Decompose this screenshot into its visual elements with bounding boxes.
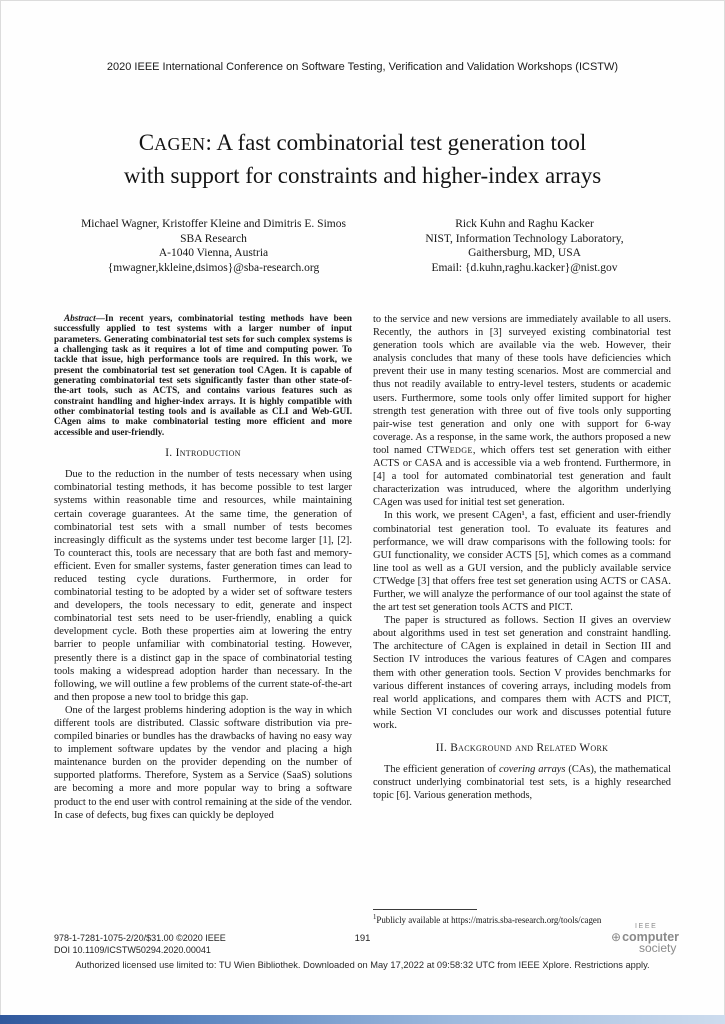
doi-line: DOI 10.1109/ICSTW50294.2020.00041 [54,944,211,955]
section-heading-background: II. Background and Related Work [435,742,609,754]
logo-computer-text: ⊕ computer [611,930,680,944]
author-affiliation-left: SBA Research [180,232,247,245]
ieee-computer-society-logo [611,923,689,954]
author-address-left: A-1040 Vienna, Austria [158,247,269,260]
section-heading-introduction: I. Introduction [165,447,241,460]
author-names-right: Rick Kuhn and Raghu Kacker [455,218,594,230]
page-title [35,127,690,191]
abstract-lead: Abstract [64,313,96,323]
page-number: 191 [354,933,371,944]
intro-paragraph-4: In this work, we present CAgen¹, a fast, efficient and user-friendly combinatorial test generation tool. To evaluate its features and performance, we will draw comparisons with the following tools: for GUI functionality, we consider ACTS [5], which comes as a command line tool as well as a GUI version, and the publicly available service CTWedge [3] that offers free test set generation using ACTS or CASA. Further, we will analyze the performance of our tool against the state of the art test set generation tools ACTS and PICT. [373,510,671,614]
right-column [373,313,671,929]
two-column-body [54,313,671,929]
title-line1: CAGEN: A fast combinatorial test generation tool [138,130,587,155]
bottom-blue-bar [0,1015,725,1024]
ctwedge-smallcaps: EDGE [449,445,473,455]
background-paragraph-1: The efficient generation of covering arrays (CAs), the mathematical construct underlying combinatorial test sets, is a highly researched topic [6]. Various generation methods, [373,764,672,802]
logo-society-text: society [639,941,677,955]
title-smallcaps: AGEN [154,134,206,154]
covering-arrays-italic: covering arrays [498,764,566,776]
intro-paragraph-3: to the service and new versions are immediately available to all users. Recently, the authors in [3] surveyed existing combinatorial test generation tools which are available via the web. However, their analysis concludes that many of these tools have deficiencies which prevent their use in many testing scenarios. Most are commercial and thus not readily available to entry-level testers, students or academic users. Furthermore, some tools only offer limited support for higher strength test generation with three out of five tools only supporting pair-wise test generation and only one with support for 6-way coverage. As a response, in the same work, the authors proposed a new tool named CTWEDGE, which offers test set generation with either ACTS or CASA and is accessible via a web frontend. Furthermore, in [4] a tool for automated combinatorial test generation and fault characterization was intruduced, where the algorithm underlying CAgen was used for initial test set generation. [373,314,671,509]
footnote-rule [373,909,477,910]
author-address-right: Gaithersburg, MD, USA [468,247,581,260]
intro-paragraph-1: Due to the reduction in the number of tests necessary when using combinatorial testing methods, it has become possible to test larger systems within reasonable time and resources, while maintaining certain coverage guarantees. At the same time, the generation of combinatorial test sets with a small number of tests becomes increasingly difficult as the systems under test become larger [1], [2]. To counteract this, tools are necessary that are both fast and memory-efficient. Even for smaller systems, faster generation times can lead to reduced testing cycle durations. Furthermore, in order for combinatorial testing to be adopted by a wider set of software testers and developers, the tools necessary to edit, generate and inspect combinatorial test sets need to be user-friendly, enabling a quick development cycle. Both these properties aim at lowering the entry barrier to people unfamiliar with combinatorial testing. However, presently there is a distinct gap in the space of combinatorial testing tools making a widespread adoption harder than necessary. In the following, we will outline a few problems of the current state-of-the-art and then propose a new tool to bridge this gap. [54,469,352,703]
footnote-text: Publicly available at https://matris.sba-research.org/tools/cagen [376,914,602,925]
xplore-license-stamp: Authorized licensed use limited to: TU Wien Bibliothek. Downloaded on May 17,2022 at 09:58:32 UTC from IEEE Xplore. Restrictions apply. [75,960,650,970]
author-email-right: Email: {d.kuhn,raghu.kacker}@nist.gov [431,261,618,274]
abstract: Abstract—In recent years, combinatorial testing methods have been successfully applied to test systems with a larger number of input parameters. Generating combinatorial test sets for such complex systems is a challenging task as it requires a lot of time and computing power. To tackle that issue, high performance tools are required. In this work, we present the combinatorial test set generation tool CAgen. It is capable of generating combinatorial test sets significantly faster than other state-of-the-art tools, such as ACTS, and contains various features such as constraint handling and higher-index arrays. It is highly compatible with other combinatorial testing tools and is available as CLI and Web-GUI. CAgen aims to make combinatorial testing more efficient and more accessible and user-friendly. [54,313,352,437]
intro-paragraph-5: The paper is structured as follows. Section II gives an overview about algorithms used in test set generation and constraint handling. The architecture of CAgen is explained in detail in Section III and Section IV introduces the various features of CAgen and compares them with other generation tools. Section V provides benchmarks for various different instances of covering arrays, including models from real world applications, and compares them with ACTS and PICT, while Section VI concludes our work and discusses potential future work. [373,615,671,731]
footnote-marker: 1 [373,913,377,921]
left-column [54,313,352,929]
author-affiliation-right: NIST, Information Technology Laboratory, [425,232,624,245]
author-blocks [58,217,680,275]
copyright-line: 978-1-7281-1075-2/20/$31.00 ©2020 IEEE [54,933,226,943]
logo-ieee-text: IEEE [635,923,658,930]
intro-paragraph-2: One of the largest problems hindering adoption is the way in which different tools are distributed. Classic software distribution via pre-compiled binaries or bundles has the drawbacks of having no easy way to implement software updates by the vendor and placing a high maintenance burden on the provider depending on the number of supported platforms. Therefore, System as a Service (SaaS) solutions are becoming a more and more popular way to bring a software product to the end user with control remaining at the side of the vendor. In case of defects, bug fixes can quickly be deployed [54,704,352,821]
author-block-left [58,217,369,275]
title-line2: with support for constraints and higher-index arrays [123,163,602,188]
author-email-left: {mwagner,kkleine,dsimos}@sba-research.org [107,261,320,274]
author-names-left: Michael Wagner, Kristoffer Kleine and Dimitris E. Simos [81,218,346,230]
author-block-right [369,217,680,275]
globe-icon: ⊕ [611,930,622,944]
conference-header: 2020 IEEE International Conference on Software Testing, Verification and Validation Workshops (ICSTW) [106,61,619,73]
